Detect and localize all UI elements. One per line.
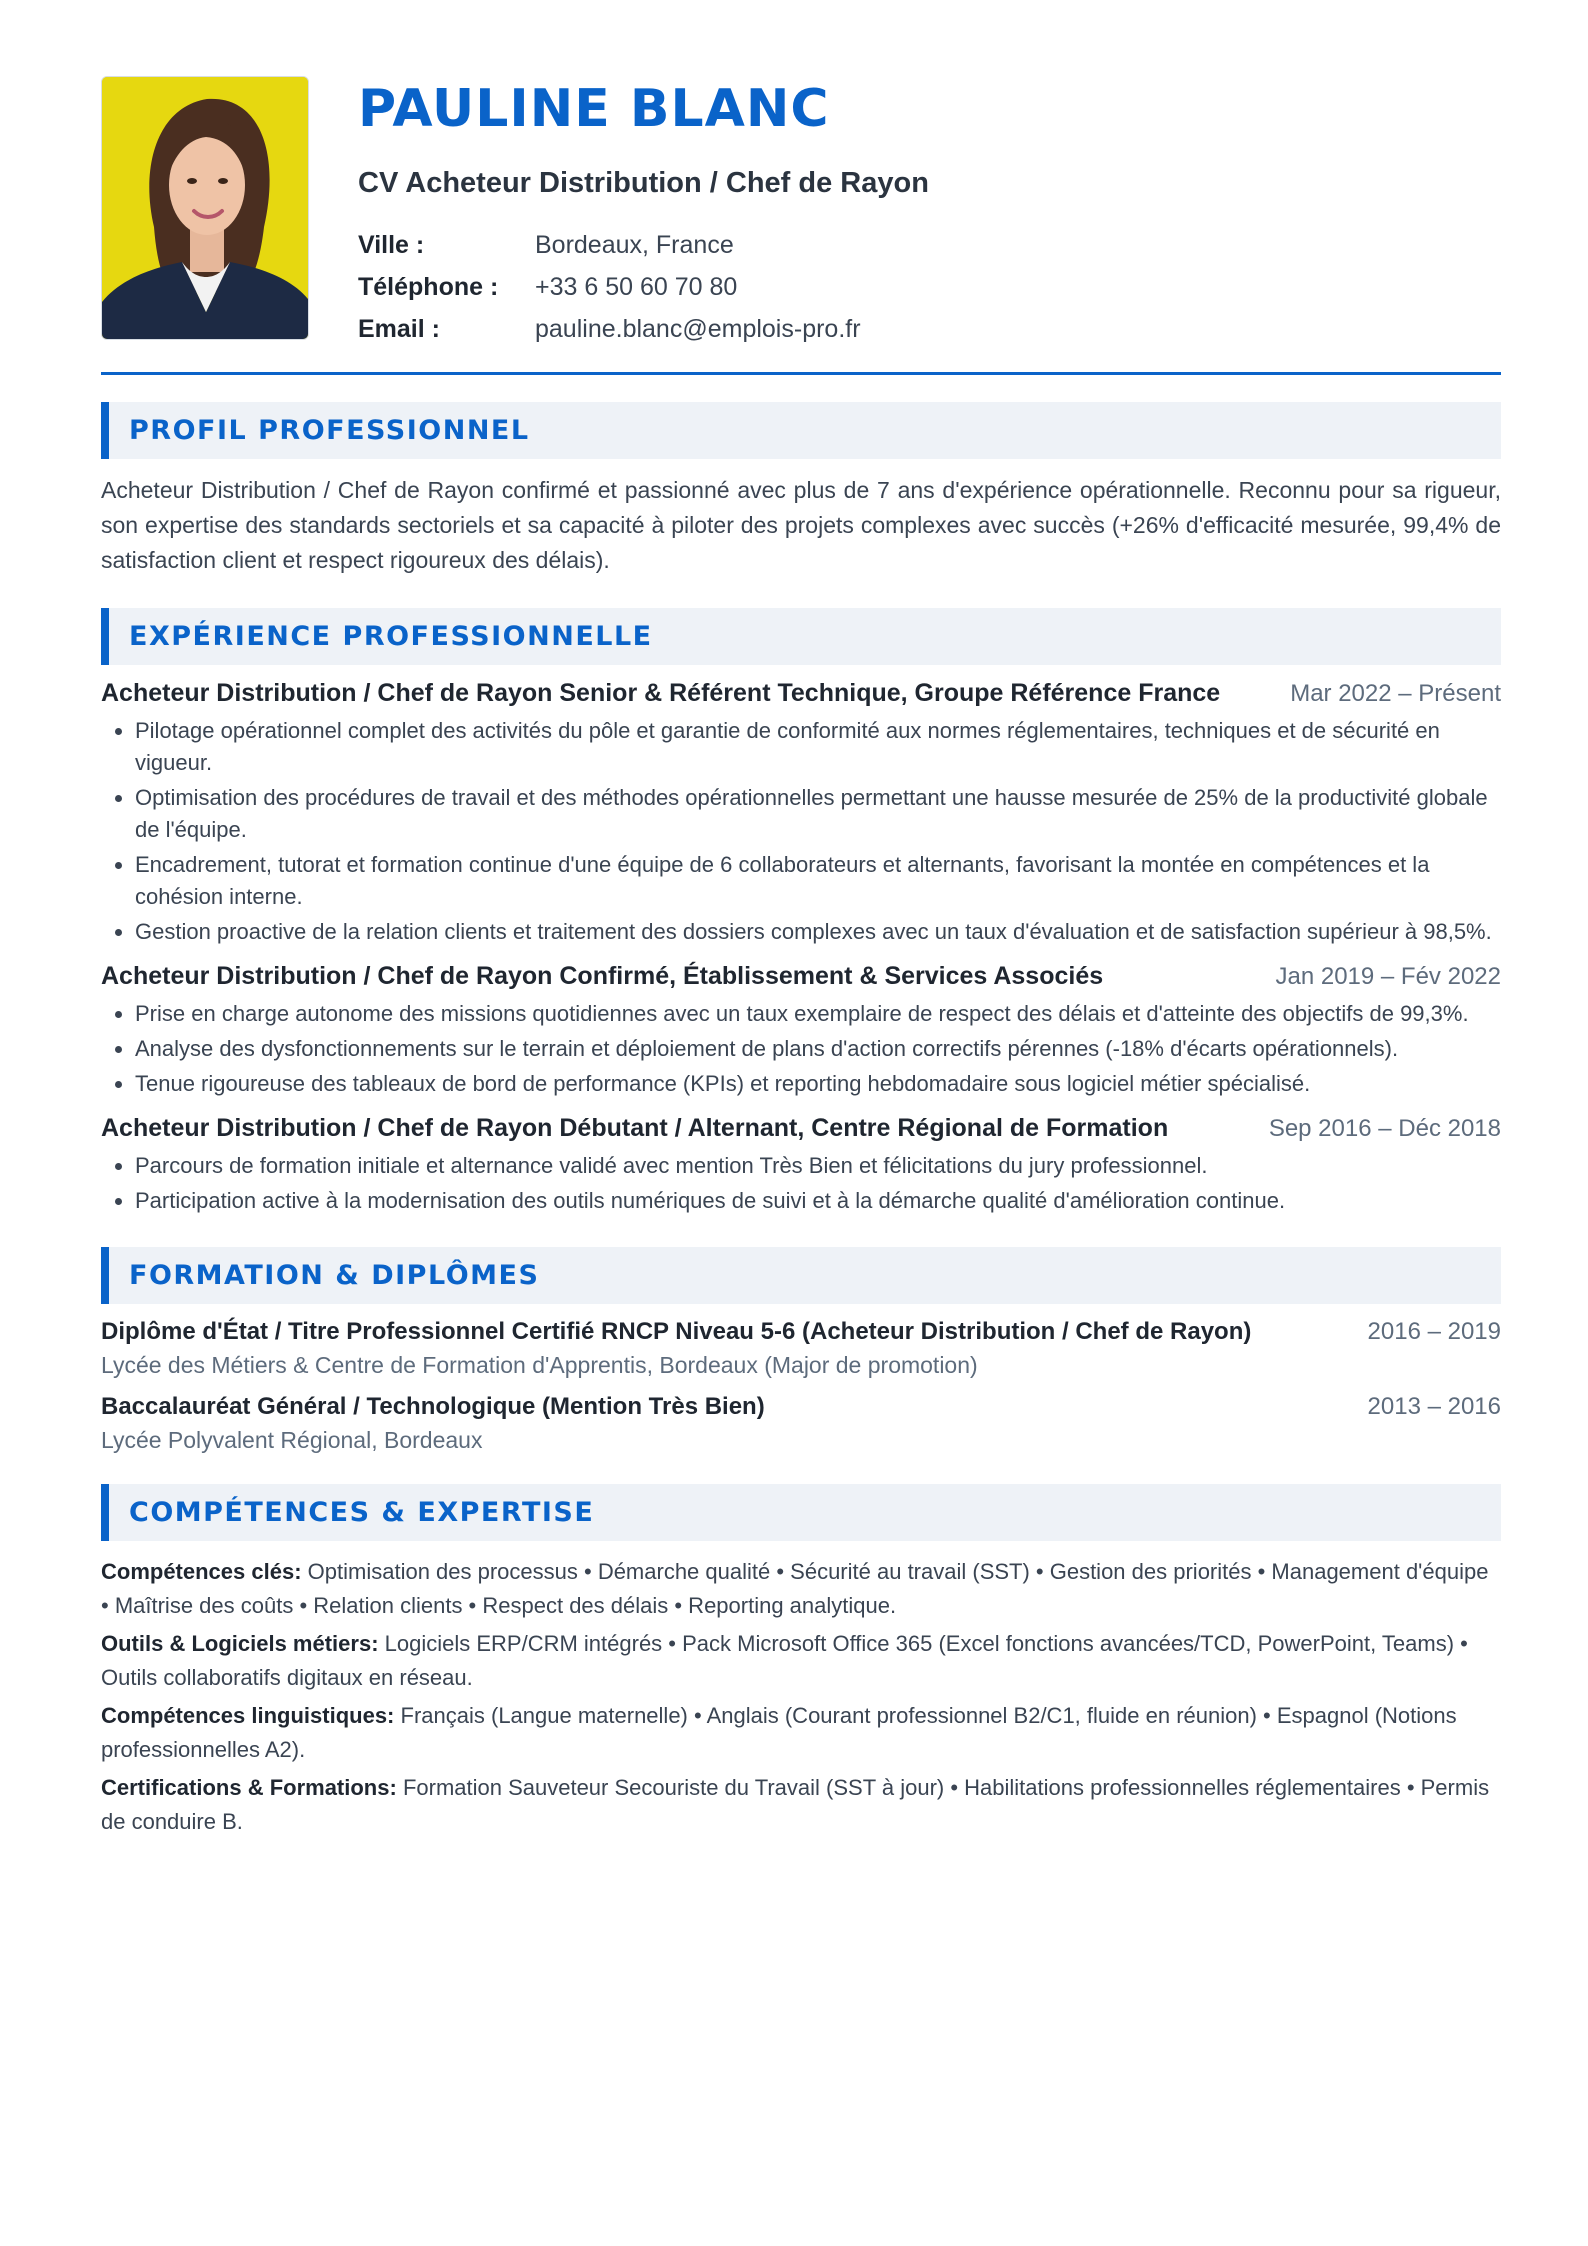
education-date: 2013 – 2016 [1367, 1392, 1501, 1420]
email-link[interactable]: pauline.blanc@emplois-pro.fr [535, 314, 861, 343]
skill-line [101, 1555, 1501, 1623]
job-date: Jan 2019 – Fév 2022 [1275, 962, 1501, 990]
skill-line [101, 1699, 1501, 1767]
skill-label: Compétences linguistiques: [101, 1702, 395, 1728]
skill-text: Logiciels ERP/CRM intégrés • Pack Microsoft Office 365 (Excel fonctions avancées/TCD, PowerPoint, Teams) • Outils collaboratifs digitaux en réseau. [101, 1630, 1468, 1690]
skill-text: Optimisation des processus • Démarche qualité • Sécurité au travail (SST) • Gestion des priorités • Management d'équipe • Maîtrise des coûts • Relation clients • Respect des délais • Reporting analytique. [101, 1558, 1489, 1618]
job-bullets [101, 998, 1501, 1100]
section-title-education: FORMATION & DIPLÔMES [101, 1247, 1501, 1304]
contact-label: Email : [358, 314, 440, 343]
job-bullet: • Analyse des dysfonctionnements sur le terrain et déploiement de plans d'action correctifs pérennes (-18% d'écarts opérationnels). [135, 1033, 1501, 1065]
section-title-profile: PROFIL PROFESSIONNEL [101, 402, 1501, 459]
job-bullet: • Gestion proactive de la relation clients et traitement des dossiers complexes avec un taux d'évaluation et de satisfaction supérieur à 98,5%. [135, 916, 1501, 948]
skill-line [101, 1771, 1501, 1839]
job-bullets [101, 715, 1501, 948]
job-bullet: • Encadrement, tutorat et formation continue d'une équipe de 6 collaborateurs et alternants, favorisant la montée en compétences et la cohésion interne. [135, 849, 1501, 913]
job-bullet: • Parcours de formation initiale et alternance validé avec mention Très Bien et félicitations du jury professionnel. [135, 1150, 1501, 1182]
contact-value: +33 6 50 60 70 80 [535, 272, 738, 301]
job-entry [101, 962, 1501, 1100]
resume-header [101, 76, 1501, 350]
job-date: Mar 2022 – Présent [1290, 679, 1501, 707]
section-title-experience: EXPÉRIENCE PROFESSIONNELLE [101, 608, 1501, 665]
job-date: Sep 2016 – Déc 2018 [1268, 1114, 1501, 1142]
job-entry [101, 679, 1501, 948]
header-divider [101, 372, 1501, 375]
skill-line [101, 1627, 1501, 1695]
contact-phone [358, 266, 929, 308]
education-date: 2016 – 2019 [1367, 1317, 1501, 1345]
contact-value: Bordeaux, France [535, 230, 734, 259]
section-title-skills: COMPÉTENCES & EXPERTISE [101, 1484, 1501, 1541]
job-bullets [101, 1150, 1501, 1217]
job-title: Acheteur Distribution / Chef de Rayon Senior & Référent Technique, Groupe Référence France [101, 678, 1221, 707]
job-bullet: • Participation active à la modernisation des outils numériques de suivi et à la démarche qualité d'amélioration continue. [135, 1185, 1501, 1217]
job-bullet: • Tenue rigoureuse des tableaux de bord de performance (KPIs) et reporting hebdomadaire sous logiciel métier spécialisé. [135, 1068, 1501, 1100]
cv-subtitle: CV Acheteur Distribution / Chef de Rayon [358, 166, 929, 199]
job-title: Acheteur Distribution / Chef de Rayon Confirmé, Établissement & Services Associés [101, 961, 1104, 990]
education-entry [101, 1318, 1501, 1379]
skill-text: Formation Sauveteur Secouriste du Travail (SST à jour) • Habilitations professionnelles réglementaires • Permis de conduire B. [101, 1774, 1490, 1834]
profile-photo [101, 76, 309, 340]
contact-email [358, 308, 929, 350]
job-bullet: • Pilotage opérationnel complet des activités du pôle et garantie de conformité aux normes réglementaires, techniques et de sécurité en vigueur. [135, 715, 1501, 779]
skill-label: Compétences clés: [101, 1558, 302, 1584]
header-info [358, 76, 929, 350]
contact-label: Téléphone : [358, 272, 499, 301]
job-bullet: • Optimisation des procédures de travail et des méthodes opérationnelles permettant une hausse mesurée de 25% de la productivité globale de l'équipe. [135, 782, 1501, 846]
job-entry [101, 1114, 1501, 1217]
education-school: Lycée des Métiers & Centre de Formation d'Apprentis, Bordeaux (Major de promotion) [101, 1351, 978, 1378]
education-school: Lycée Polyvalent Régional, Bordeaux [101, 1426, 483, 1453]
skill-label: Certifications & Formations: [101, 1774, 397, 1800]
job-bullet: • Prise en charge autonome des missions quotidiennes avec un taux exemplaire de respect des délais et d'atteinte des objectifs de 99,3%. [135, 998, 1501, 1030]
candidate-name: PAULINE BLANC [358, 79, 830, 139]
contact-label: Ville : [358, 230, 425, 259]
education-entry [101, 1393, 1501, 1454]
education-title: Diplôme d'État / Titre Professionnel Certifié RNCP Niveau 5-6 (Acheteur Distribution / Chef de Rayon) [101, 1317, 1252, 1345]
profile-text: Acheteur Distribution / Chef de Rayon confirmé et passionné avec plus de 7 ans d'expérience opérationnelle. Reconnu pour sa rigueur, son expertise des standards sectoriels et sa capacité à piloter des projets complexes avec succès (+26% d'efficacité mesurée, 99,4% de satisfaction client et respect rigoureux des délais). [101, 476, 1501, 573]
education-title: Baccalauréat Général / Technologique (Mention Très Bien) [101, 1392, 765, 1420]
contact-city [358, 224, 929, 266]
skill-label: Outils & Logiciels métiers: [101, 1630, 379, 1656]
skill-text: Français (Langue maternelle) • Anglais (Courant professionnel B2/C1, fluide en réunion) • Espagnol (Notions professionnelles A2). [101, 1702, 1457, 1762]
job-title: Acheteur Distribution / Chef de Rayon Débutant / Alternant, Centre Régional de Formation [101, 1113, 1169, 1142]
